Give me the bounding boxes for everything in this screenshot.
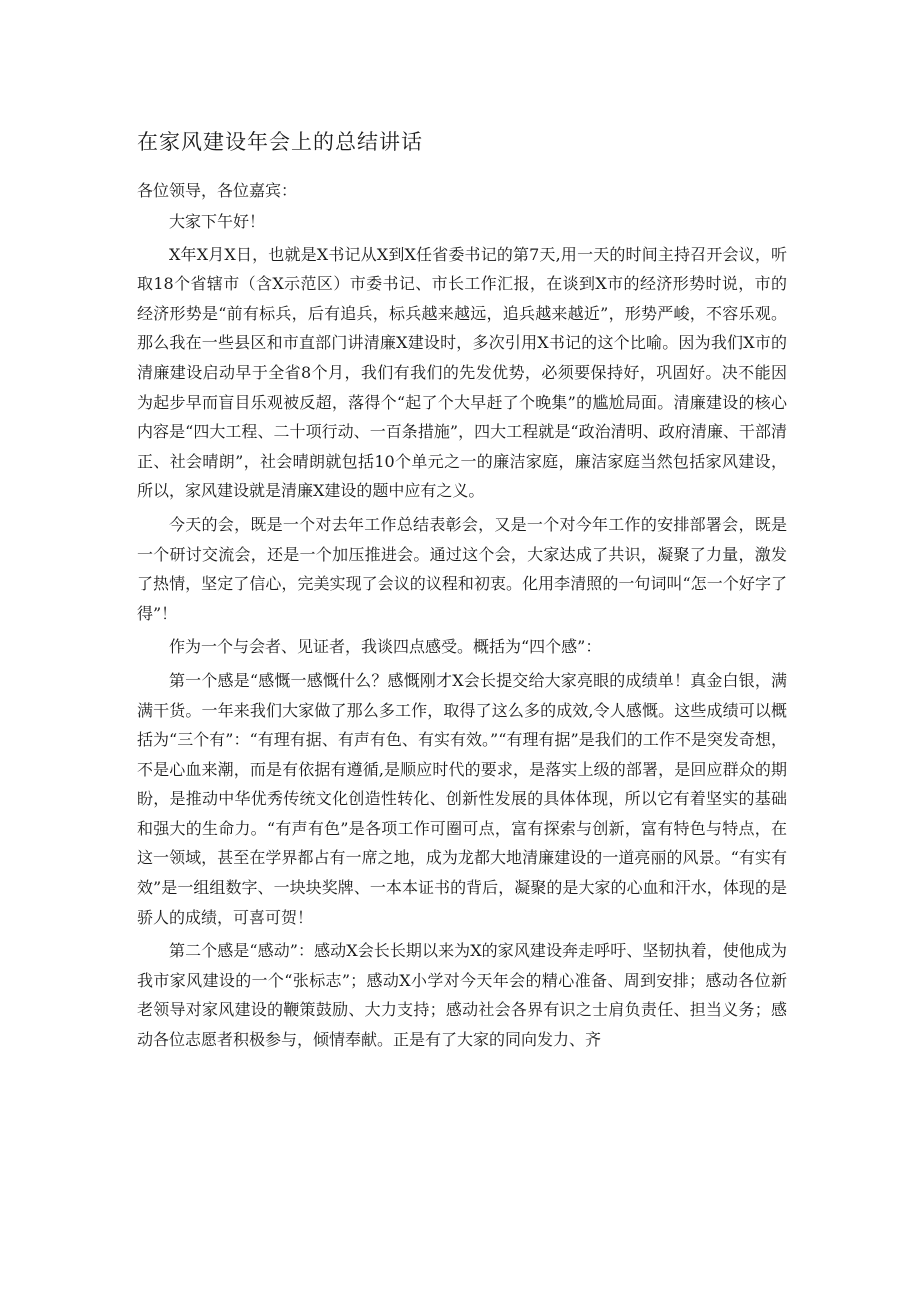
document-body	[137, 207, 787, 1059]
paragraph-3: 作为一个与会者、见证者，我谈四点感受。概括为“四个感”：	[169, 637, 602, 657]
salutation: 各位领导，各位嘉宾：	[137, 181, 298, 200]
paragraph-2: 今天的会，既是一个对去年工作总结表彰会，又是一个对今年工作的安排部署会，既是一个研讨交流会，还是一个加压推进会。通过这个会，大家达成了共识，凝聚了力量，激发了热情，坚定了信心，完美实现了会议的议程和初衷。化用李清照的一句词叫“怎一个好字了得”！	[137, 514, 787, 623]
paragraph-1: X年X月X日，也就是X书记从X到X任省委书记的第7天,用一天的时间主持召开会议，听取18个省辖市（含X示范区）市委书记、市长工作汇报，在谈到X市的经济形势时说，市的经济形势是“前有标兵，后有追兵，标兵越来越远，追兵越来越近”，形势严峻，不容乐观。那么我在一些县区和市直部门讲清廉X建设时，多次引用X书记的这个比喻。因为我们X市的清廉建设启动早于全省8个月，我们有我们的先发优势，必须要保持好，巩固好。决不能因为起步早而盲目乐观被反超，落得个“起了个大早赶了个晚集”的尴尬局面。清廉建设的核心内容是“四大工程、二十项行动、一百条措施”，四大工程就是“政治清明、政府清廉、干部清正、社会晴朗”，社会晴朗就包括10个单元之一的廉洁家庭，廉洁家庭当然包括家风建设，所以，家风建设就是清廉X建设的题中应有之义。	[137, 244, 787, 501]
paragraph-5: 第二个感是“感动”：感动X会长长期以来为X的家风建设奔走呼吁、坚韧执着，使他成为我市家风建设的一个“张标志”；感动X小学对今天年会的精心准备、周到安排；感动各位新老领导对家风建设的鞭策鼓励、大力支持；感动社会各界有识之士肩负责任、担当义务；感动各位志愿者积极参与，倾情奉献。正是有了大家的同向发力、齐	[137, 941, 787, 1050]
document-title: 在家风建设年会上的总结讲话	[137, 130, 423, 154]
paragraph-4: 第一个感是“感慨一感慨什么？感慨刚才X会长提交给大家亮眼的成绩单！真金白银，满满干货。一年来我们大家做了那么多工作，取得了这么多的成效,令人感慨。这些成绩可以概括为“三个有”：“有理有据、有声有色、有实有效。”“有理有据”是我们的工作不是突发奇想，不是心血来潮，而是有依据有遵循,是顺应时代的要求，是落实上级的部署，是回应群众的期盼，是推动中华优秀传统文化创造性转化、创新性发展的具体体现，所以它有着坚实的基础和强大的生命力。“有声有色”是各项工作可圈可点，富有探索与创新，富有特色与特点，在这一领域，甚至在学界都占有一席之地，成为龙都大地清廉建设的一道亮丽的风景。“有实有效”是一组组数字、一块块奖牌、一本本证书的背后，凝聚的是大家的心血和汗水，体现的是骄人的成绩，可喜可贺！	[137, 670, 787, 927]
paragraph-greeting: 大家下午好！	[169, 212, 266, 231]
